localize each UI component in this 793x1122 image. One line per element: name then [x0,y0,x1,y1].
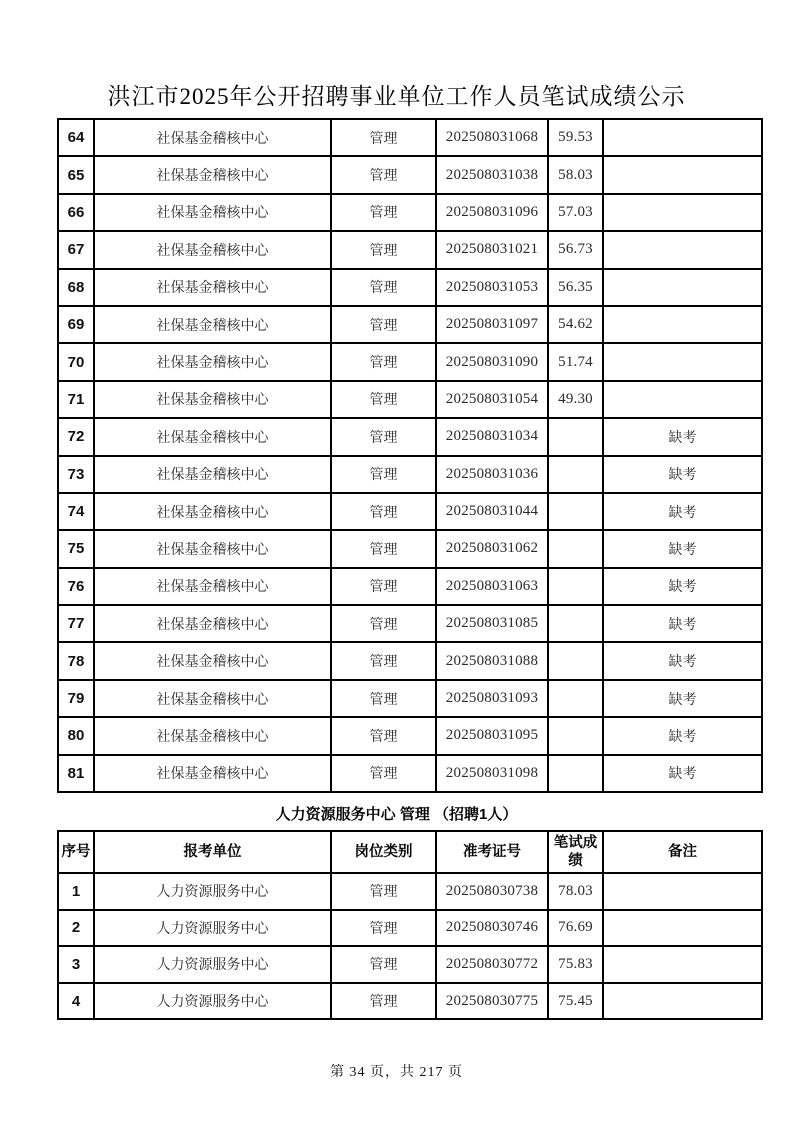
cell-unit: 社保基金稽核中心 [94,530,331,567]
header-category: 岗位类别 [331,831,436,873]
table-row [58,194,762,231]
cell-no: 4 [58,983,94,1020]
cell-no: 68 [58,269,94,306]
cell-ticket: 202508031054 [436,381,548,418]
cell-category: 管理 [331,755,436,792]
cell-note [603,946,762,983]
table-row [58,269,762,306]
cell-note [603,910,762,947]
header-no: 序号 [58,831,94,873]
cell-ticket: 202508031093 [436,680,548,717]
cell-note: 缺考 [603,493,762,530]
cell-unit: 社保基金稽核中心 [94,343,331,380]
cell-ticket: 202508031062 [436,530,548,567]
cell-unit: 社保基金稽核中心 [94,231,331,268]
cell-unit: 社保基金稽核中心 [94,194,331,231]
cell-no: 67 [58,231,94,268]
cell-score: 49.30 [548,381,603,418]
cell-unit: 社保基金稽核中心 [94,680,331,717]
cell-unit: 社保基金稽核中心 [94,493,331,530]
cell-category: 管理 [331,717,436,754]
table-row [58,381,762,418]
cell-category: 管理 [331,605,436,642]
cell-category: 管理 [331,456,436,493]
cell-no: 3 [58,946,94,983]
cell-category: 管理 [331,910,436,947]
table-row [58,680,762,717]
cell-ticket: 202508031053 [436,269,548,306]
cell-score: 54.62 [548,306,603,343]
cell-ticket: 202508031085 [436,605,548,642]
header-unit: 报考单位 [94,831,331,873]
page-number: 第 34 页，共 217 页 [330,1065,463,1080]
table-row [58,231,762,268]
cell-category: 管理 [331,156,436,193]
cell-score: 57.03 [548,194,603,231]
cell-category: 管理 [331,119,436,156]
cell-category: 管理 [331,381,436,418]
table-row [58,910,762,947]
cell-ticket: 202508031063 [436,568,548,605]
cell-no: 76 [58,568,94,605]
cell-note [603,156,762,193]
cell-unit: 社保基金稽核中心 [94,269,331,306]
cell-ticket: 202508031088 [436,642,548,679]
cell-ticket: 202508031068 [436,119,548,156]
cell-unit: 社保基金稽核中心 [94,456,331,493]
table-row [58,418,762,455]
cell-no: 75 [58,530,94,567]
score-table-body [58,119,762,792]
table-row [58,642,762,679]
table-row [58,306,762,343]
cell-no: 70 [58,343,94,380]
cell-note [603,983,762,1020]
cell-score: 59.53 [548,119,603,156]
table-row [58,156,762,193]
cell-note: 缺考 [603,755,762,792]
cell-no: 71 [58,381,94,418]
cell-no: 65 [58,156,94,193]
cell-unit: 社保基金稽核中心 [94,605,331,642]
cell-score [548,717,603,754]
cell-unit: 社保基金稽核中心 [94,717,331,754]
cell-note: 缺考 [603,568,762,605]
cell-ticket: 202508030775 [436,983,548,1020]
cell-no: 74 [58,493,94,530]
cell-score [548,755,603,792]
cell-ticket: 202508031036 [436,456,548,493]
cell-score: 75.83 [548,946,603,983]
cell-score: 78.03 [548,873,603,910]
cell-unit: 社保基金稽核中心 [94,418,331,455]
cell-category: 管理 [331,493,436,530]
cell-note [603,269,762,306]
cell-unit: 社保基金稽核中心 [94,755,331,792]
cell-note [603,194,762,231]
cell-note: 缺考 [603,456,762,493]
cell-ticket: 202508031098 [436,755,548,792]
table-row [58,946,762,983]
header-row [58,831,762,873]
cell-no: 73 [58,456,94,493]
header-score: 笔试成绩 [548,831,603,873]
cell-note [603,873,762,910]
section-heading: 人力资源服务中心 管理 （招聘1人） [275,806,518,823]
cell-ticket: 202508031090 [436,343,548,380]
cell-unit: 社保基金稽核中心 [94,306,331,343]
cell-score: 51.74 [548,343,603,380]
cell-ticket: 202508030772 [436,946,548,983]
table-row [58,717,762,754]
cell-no: 2 [58,910,94,947]
cell-note: 缺考 [603,605,762,642]
cell-category: 管理 [331,530,436,567]
page-title: 洪江市2025年公开招聘事业单位工作人员笔试成绩公示 [107,84,686,109]
cell-category: 管理 [331,946,436,983]
table-row [58,755,762,792]
cell-note [603,343,762,380]
table-row [58,873,762,910]
cell-score [548,605,603,642]
cell-ticket: 202508030746 [436,910,548,947]
cell-unit: 人力资源服务中心 [94,910,331,947]
cell-unit: 人力资源服务中心 [94,873,331,910]
cell-no: 78 [58,642,94,679]
cell-category: 管理 [331,983,436,1020]
cell-ticket: 202508031034 [436,418,548,455]
cell-note: 缺考 [603,680,762,717]
cell-score [548,530,603,567]
cell-category: 管理 [331,269,436,306]
table-row [58,983,762,1020]
cell-unit: 社保基金稽核中心 [94,119,331,156]
cell-no: 1 [58,873,94,910]
header-ticket: 准考证号 [436,831,548,873]
cell-category: 管理 [331,642,436,679]
cell-category: 管理 [331,343,436,380]
score-table-body [58,873,762,1019]
cell-score [548,456,603,493]
cell-category: 管理 [331,231,436,268]
cell-note: 缺考 [603,642,762,679]
score-table-shebao-continued [57,118,763,793]
cell-no: 69 [58,306,94,343]
cell-note [603,306,762,343]
cell-category: 管理 [331,568,436,605]
cell-note: 缺考 [603,717,762,754]
cell-category: 管理 [331,873,436,910]
header-note: 备注 [603,831,762,873]
cell-score: 76.69 [548,910,603,947]
cell-ticket: 202508031021 [436,231,548,268]
cell-score [548,568,603,605]
table-row [58,456,762,493]
table-row [58,530,762,567]
cell-score: 56.73 [548,231,603,268]
cell-unit: 社保基金稽核中心 [94,156,331,193]
cell-score: 75.45 [548,983,603,1020]
cell-unit: 社保基金稽核中心 [94,568,331,605]
cell-no: 72 [58,418,94,455]
score-table-hr-center [57,830,763,1020]
cell-category: 管理 [331,418,436,455]
cell-ticket: 202508031095 [436,717,548,754]
cell-note [603,119,762,156]
cell-note: 缺考 [603,418,762,455]
cell-ticket: 202508031097 [436,306,548,343]
cell-category: 管理 [331,306,436,343]
cell-note: 缺考 [603,530,762,567]
table-row [58,568,762,605]
cell-no: 80 [58,717,94,754]
cell-ticket: 202508031096 [436,194,548,231]
cell-score: 56.35 [548,269,603,306]
cell-unit: 人力资源服务中心 [94,946,331,983]
cell-no: 64 [58,119,94,156]
table-row [58,493,762,530]
cell-note [603,231,762,268]
table-row [58,119,762,156]
table-row [58,343,762,380]
cell-ticket: 202508031038 [436,156,548,193]
cell-ticket: 202508031044 [436,493,548,530]
cell-no: 66 [58,194,94,231]
cell-no: 79 [58,680,94,717]
cell-category: 管理 [331,680,436,717]
cell-ticket: 202508030738 [436,873,548,910]
cell-unit: 社保基金稽核中心 [94,642,331,679]
cell-note [603,381,762,418]
cell-unit: 社保基金稽核中心 [94,381,331,418]
cell-score [548,493,603,530]
cell-score [548,418,603,455]
cell-unit: 人力资源服务中心 [94,983,331,1020]
table-row [58,605,762,642]
cell-no: 81 [58,755,94,792]
cell-score [548,680,603,717]
cell-category: 管理 [331,194,436,231]
cell-score: 58.03 [548,156,603,193]
cell-score [548,642,603,679]
cell-no: 77 [58,605,94,642]
